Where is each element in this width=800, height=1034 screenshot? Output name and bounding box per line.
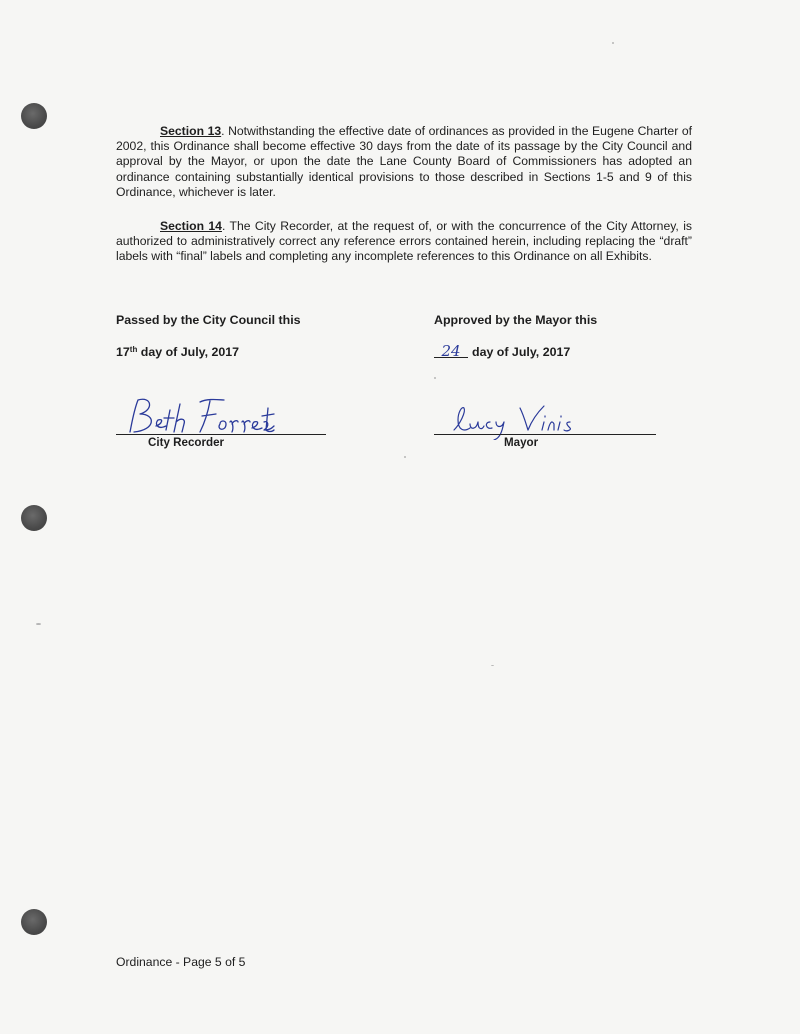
mayor-day-rest: day of July, 2017 — [472, 345, 571, 359]
section-14-text: . The City Recorder, at the request of, or with the concurrence of the City Attorney, is authorized to administratively correct any reference errors contained herein, including replacing the “draft” labels with “final” labels and completing any incomplete references to this Ordinance on all Exhibits. — [116, 219, 692, 264]
mayor-day-handwritten: 24 — [434, 345, 468, 358]
punch-hole — [21, 103, 47, 129]
city-recorder-signature — [116, 388, 276, 440]
section-13-paragraph — [116, 124, 692, 200]
approved-by-mayor-label: Approved by the Mayor this — [434, 313, 598, 327]
scan-speck — [612, 42, 614, 44]
section-14-paragraph — [116, 219, 692, 265]
council-day-suffix: th — [129, 345, 138, 354]
passed-by-council-label: Passed by the City Council this — [116, 313, 301, 327]
mayor-title: Mayor — [504, 436, 539, 449]
mayor-signature-line — [434, 434, 656, 435]
section-14-heading: Section 14 — [160, 219, 222, 233]
city-recorder-title: City Recorder — [148, 436, 225, 449]
scan-speck — [491, 665, 494, 666]
mayor-signature-block — [434, 388, 656, 448]
punch-hole — [21, 505, 47, 531]
mayor-date — [434, 342, 571, 360]
scan-speck — [434, 377, 436, 379]
section-13-heading: Section 13 — [160, 124, 222, 138]
council-day-number: 17 — [116, 345, 130, 359]
scan-speck — [404, 456, 406, 458]
punch-hole — [21, 909, 47, 935]
scan-speck — [36, 623, 41, 625]
council-day-rest: day of July, 2017 — [137, 345, 240, 359]
page-footer: Ordinance - Page 5 of 5 — [116, 955, 246, 969]
city-recorder-signature-block — [116, 388, 326, 448]
city-recorder-signature-line — [116, 434, 326, 435]
section-13-text: . Notwithstanding the effective date of ordinances as provided in the Eugene Charter of 2002, this Ordinance shall become effective 30 days from the date of its passage by the City Council and approval by the Mayor, or upon the date the Lane County Board of Commissioners has adopted an ordinance containing substantially identical provisions to those described in Sections 1-5 and 9 of this Ordinance, whichever is later. — [116, 124, 692, 199]
council-date — [116, 345, 239, 359]
mayor-signature — [434, 388, 584, 440]
